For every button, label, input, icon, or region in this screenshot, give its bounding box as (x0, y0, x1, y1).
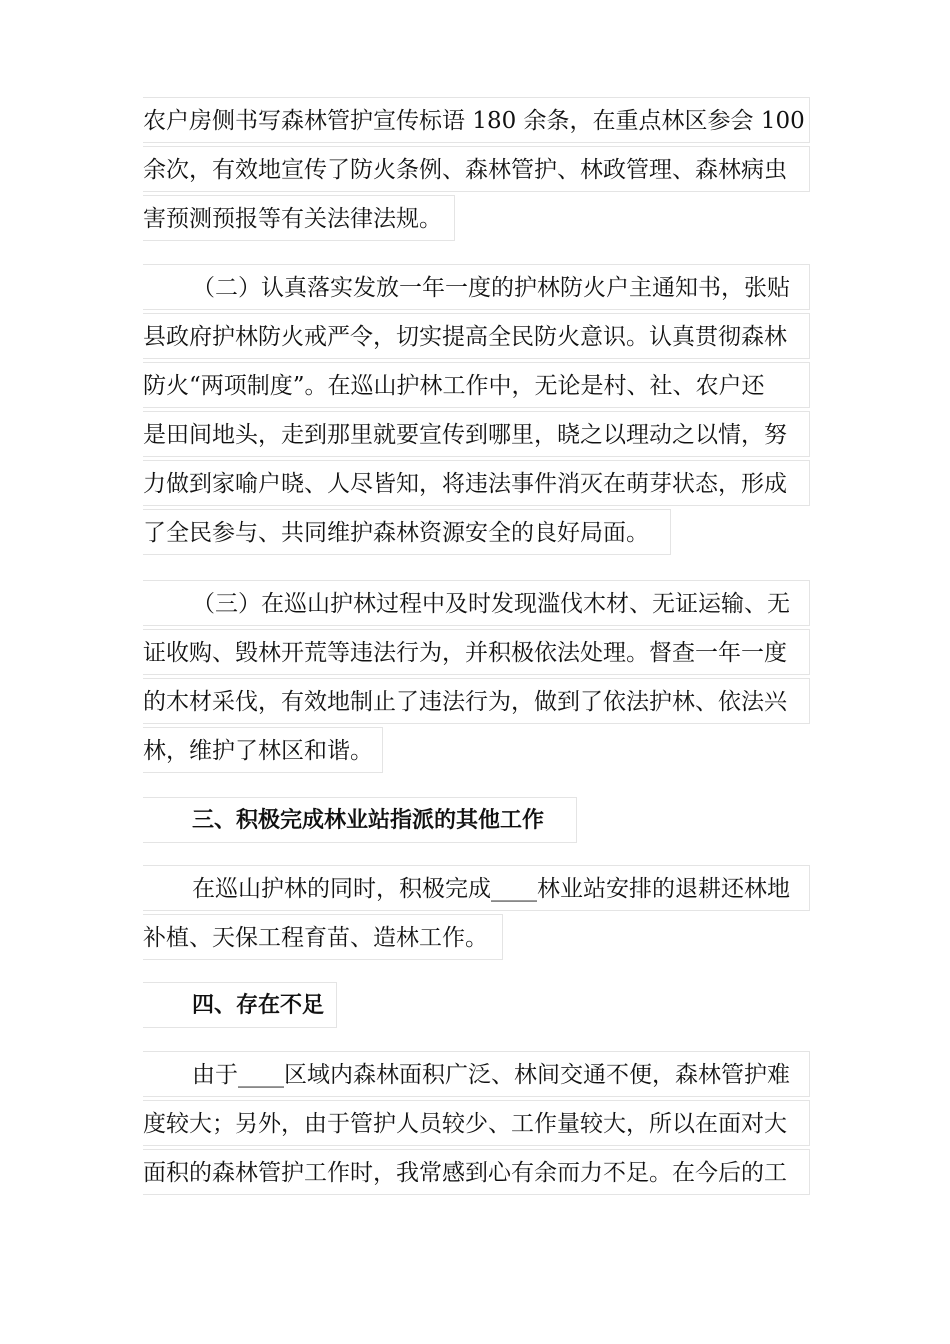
paragraph-line: 防火“两项制度”。在巡山护林工作中，无论是村、社、农户还 (143, 362, 810, 408)
paragraph-line: 力做到家喻户晓、人尽皆知，将违法事件消灭在萌芽状态，形成 (143, 460, 810, 506)
section-heading: 三、积极完成林业站指派的其他工作 (143, 797, 577, 843)
paragraph-line: 证收购、毁林开荒等违法行为，并积极依法处理。督查一年一度 (143, 629, 810, 675)
paragraph-line: 县政府护林防火戒严令，切实提高全民防火意识。认真贯彻森林 (143, 313, 810, 359)
paragraph-line: 了全民参与、共同维护森林资源安全的良好局面。 (143, 509, 671, 555)
paragraph-line: （三）在巡山护林过程中及时发现滥伐木材、无证运输、无 (143, 580, 810, 626)
paragraph-line: 度较大；另外，由于管护人员较少、工作量较大，所以在面对大 (143, 1100, 810, 1146)
paragraph-line: 在巡山护林的同时，积极完成____林业站安排的退耕还林地 (143, 865, 810, 911)
paragraph-line: 的木材采伐，有效地制止了违法行为，做到了依法护林、依法兴 (143, 678, 810, 724)
paragraph-line: 害预测预报等有关法律法规。 (143, 195, 455, 241)
paragraph-line: 农户房侧书写森林管护宣传标语 180 余条，在重点林区参会 100 (143, 97, 810, 143)
paragraph-line: 面积的森林管护工作时，我常感到心有余而力不足。在今后的工 (143, 1149, 810, 1195)
paragraph-line: 余次，有效地宣传了防火条例、森林管护、林政管理、森林病虫 (143, 146, 810, 192)
paragraph-line: 补植、天保工程育苗、造林工作。 (143, 914, 503, 960)
paragraph-line: 由于____区域内森林面积广泛、林间交通不便，森林管护难 (143, 1051, 810, 1097)
paragraph-line: 林，维护了林区和谐。 (143, 727, 383, 773)
paragraph-line: 是田间地头，走到那里就要宣传到哪里，晓之以理动之以情，努 (143, 411, 810, 457)
paragraph-line: （二）认真落实发放一年一度的护林防火户主通知书，张贴 (143, 264, 810, 310)
section-heading: 四、存在不足 (143, 982, 337, 1028)
